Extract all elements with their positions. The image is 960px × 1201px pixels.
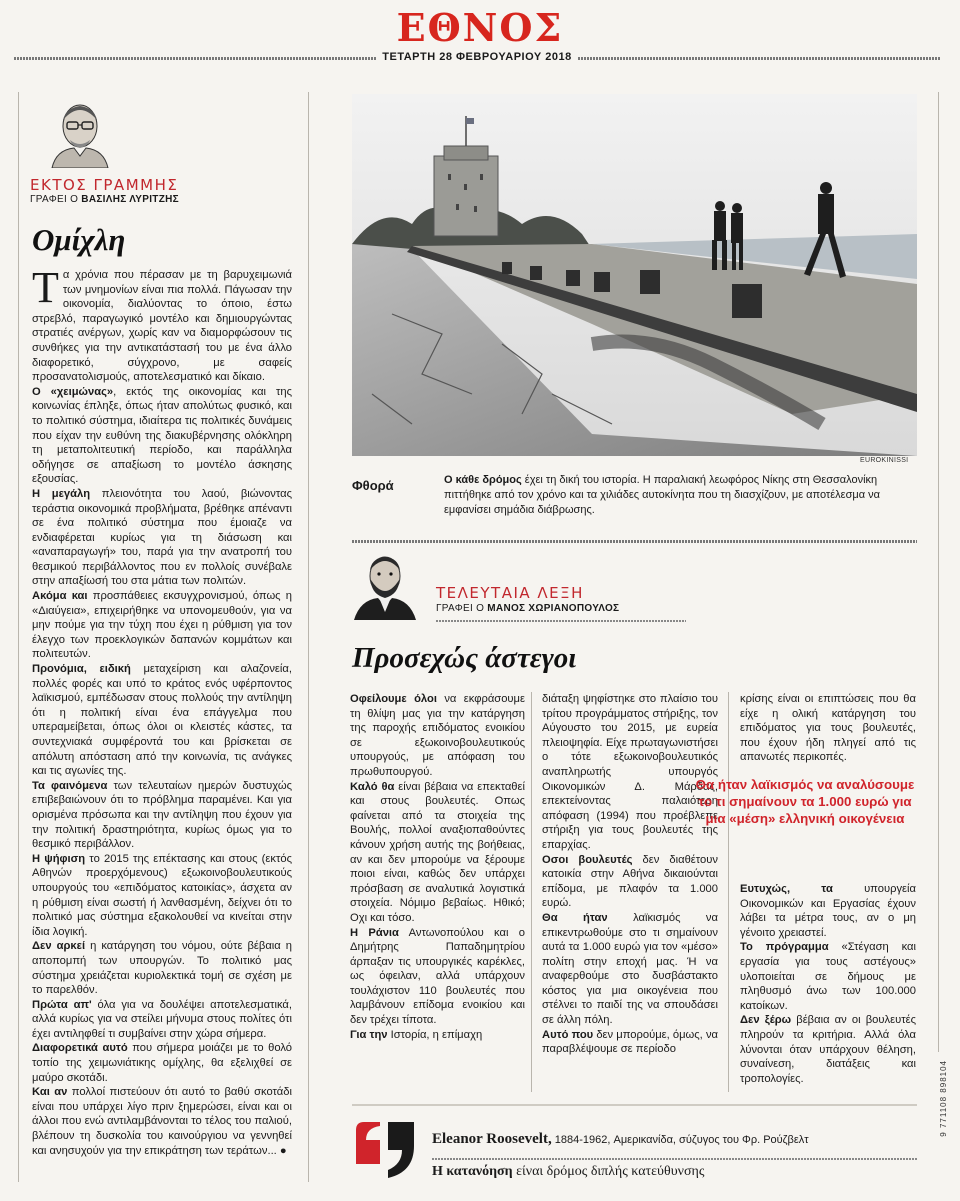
paragraph-lead: Η μεγάλη bbox=[32, 487, 91, 500]
paragraph-text: πλειονότητα του λαού, βιώνοντας τεράστια οικονομικά προβλήματα, βρέθηκε απέναντι σε ένα πολιτικό σύστημα που έμοιαζε να ενδιαφέρεται κυρίως για τη διάσωση και «αναπαραγωγή» του, παρά για την ανατροπή του θεσμικού περιβάλλοντος που εν πολλοίς συνέβαλε στην απαξίωσή του στα μάτια των πολιτών. bbox=[32, 487, 292, 588]
paragraph bbox=[350, 926, 525, 1028]
paragraph-text: διάταξη ψηφίστηκε στο πλαίσιο του τρίτου προγράμματος στήριξης, τον Αύγουστο του 2015, με ευρεία πλειοψηφία. Είχε πρωταγωνιστήσει ο τότε εξωκοινοβουλευτικός αναπληρωτής υπουργός Οικονομικών Δ. Μάρδας, επεκτείνοντας παλαιότερη απόφαση (1994) που προέβλεπε στήριξη για τους βουλευτές της επαρχίας. bbox=[542, 693, 718, 851]
paragraph bbox=[542, 1028, 718, 1057]
author-photo-lyritzis bbox=[44, 98, 116, 168]
paragraph bbox=[32, 998, 292, 1042]
paragraph bbox=[350, 1028, 525, 1043]
quote-author-name: Eleanor Roosevelt, bbox=[432, 1131, 552, 1147]
paragraph-lead: Πρώτα απ' bbox=[32, 998, 92, 1011]
paragraph-lead: Δεν ξέρω bbox=[740, 1014, 792, 1027]
paragraph bbox=[32, 487, 292, 589]
paragraph-lead: Καλό θα bbox=[350, 780, 395, 793]
paragraph bbox=[350, 780, 525, 926]
quote-author-info: 1884-1962, Αμερικανίδα, σύζυγος του Φρ. Ρούζβελτ bbox=[551, 1134, 809, 1146]
paragraph bbox=[350, 692, 525, 780]
caption-label: Φθορά bbox=[352, 478, 394, 493]
drop-cap: Τ bbox=[32, 268, 59, 312]
quote-text bbox=[432, 1164, 704, 1180]
paragraph-text: όλα για να δουλέψει αποτελεσματικά, αλλά κυρίως για να στείλει μήνυμα στους πολίτες ότι έχει αντιληφθεί τι συμβαίνει στην χώρα σήμερα. bbox=[32, 998, 292, 1040]
paragraph-lead: Αυτό που bbox=[542, 1028, 594, 1041]
paragraph bbox=[740, 692, 916, 765]
quote-icon bbox=[352, 1120, 418, 1180]
date-bar bbox=[14, 52, 940, 64]
paragraph bbox=[32, 779, 292, 852]
masthead-title: ΕΘΝΟΣ bbox=[396, 5, 564, 50]
paragraph bbox=[32, 1041, 292, 1085]
section-title-teleftaia-lexi: ΤΕΛΕΥΤΑΙΑ ΛΕΞΗ bbox=[436, 584, 584, 602]
author-photo-chorianopoulos bbox=[352, 550, 418, 620]
paragraph bbox=[32, 662, 292, 779]
paragraph-lead: Θα ήταν bbox=[542, 911, 608, 924]
left-article-body bbox=[32, 268, 292, 1188]
byline-underline bbox=[436, 620, 686, 622]
paragraph-lead: Ο «χειμώνας» bbox=[32, 385, 114, 398]
paragraph-text: το 2015 της επέκτασης και στους (εκτός Αθηνών προερχόμενους) εξωκοινοβουλευτικούς υπουργούς του «επιδόματος κατοικίας», άσχετα αν η ρύθμιση είναι σωστή ή λανθασμένη, δείχνει ότι το πολιτικό μας σύστημα εξακολουθεί να κινείται στην ίδια λογική. bbox=[32, 852, 292, 938]
quote-lead: Η κατανόηση bbox=[432, 1164, 513, 1179]
paragraph-text: να εκφράσουμε τη θλίψη μας για την κατάργηση της παροχής επιδόματος ενοικίου σε εξωκοινοβουλευτικούς υπουργούς, με απόφαση του πρωθυπουργού. bbox=[350, 693, 525, 778]
column-divider bbox=[308, 92, 309, 1182]
quote-body: είναι δρόμος διπλής κατεύθυνσης bbox=[512, 1164, 705, 1179]
paragraph-text: κρίσης είναι οι επιπτώσεις που θα είχε η ολική κατάργηση του επιδόματος για τους βουλευτές, που έχουν ήδη πληγεί από τις απανωτές περικοπές. bbox=[740, 693, 916, 764]
paragraph-lead: Και αν bbox=[32, 1086, 68, 1099]
paragraph bbox=[32, 589, 292, 662]
issue-date: ΤΕΤΑΡΤΗ 28 ΦΕΒΡΟΥΑΡΙΟΥ 2018 bbox=[382, 51, 572, 63]
paragraph-text: πολλοί πιστεύουν ότι αυτό το βαθύ σκοτάδι είναι που υπάρχει λίγο πριν ξημερώσει, είναι και οι άλλοι που ενώ αντιλαμβάνονται το τέλος του παλιού, βλέπουν τη δυσκολία του καινούργιου να γεννηθεί και ανησυχούν για την επικράτηση των τεράτων... ● bbox=[32, 1086, 292, 1157]
column-rule-a bbox=[531, 692, 532, 1092]
photo-white-tower-promenade bbox=[352, 94, 917, 456]
paragraph bbox=[542, 853, 718, 911]
paragraph-text: Ιστορία, η επίμαχη bbox=[387, 1028, 483, 1041]
paragraph-text: «Στέγαση και εργασία για τους αστέγους» υλοποιείται σε δήμους με πληθυσμό άνω των 100.000 κατοίκων. bbox=[740, 941, 916, 1012]
photo-credit: EUROKINISSI bbox=[860, 457, 909, 464]
section-separator bbox=[352, 540, 917, 543]
caption-lead: Ο κάθε δρόμος bbox=[444, 474, 522, 486]
left-headline: Ομίχλη bbox=[32, 222, 126, 257]
right-headline: Προσεχώς άστεγοι bbox=[352, 642, 577, 674]
photo-caption bbox=[444, 473, 916, 518]
paragraph-text: υπουργεία Οικονομικών και Εργασίας έχουν λάβει τα μέτρα τους, αν ο μη γένοιτο χρειαστεί. bbox=[740, 883, 916, 939]
paragraph-text: η κατάργηση του νόμου, ούτε βέβαια η αποπομπή των υπουργών. Το πολιτικό μας σύστημα χρειάζεται κυριολεκτικά τομή σε σχέση με το παρελθόν. bbox=[32, 940, 292, 997]
paragraph-text: βέβαια αν οι βουλευτές πληρούν τα κριτήρια. Αλλά όλα λύνονται όταν υπάρχουν θέληση, συναίνεση, διατάξεις και τροπολογίες. bbox=[740, 1014, 916, 1085]
paragraph bbox=[32, 1085, 292, 1158]
left-margin-rule bbox=[18, 92, 19, 1182]
column-rule-b bbox=[728, 692, 729, 1092]
left-author-block bbox=[30, 90, 305, 210]
quote-separator bbox=[432, 1158, 918, 1160]
pull-quote: Θα ήταν λαϊκισμός να αναλύσουμε το τι σημαίνουν τα 1.000 ευρώ για μια «μέση» ελληνική οικογένεια bbox=[695, 777, 915, 826]
paragraph-lead: Τα φαινόμενα bbox=[32, 779, 108, 792]
right-article-col-c-bottom bbox=[740, 882, 916, 1097]
right-article-col-c-top bbox=[740, 692, 916, 774]
paragraph-text: δεν διαθέτουν κατοικία στην Αθήνα δικαιούνται επίδομα, με πλαφόν τα 1.000 ευρώ. bbox=[542, 853, 718, 910]
left-byline bbox=[30, 194, 179, 205]
paragraph bbox=[542, 692, 718, 853]
paragraph-lead: Ευτυχώς, τα bbox=[740, 883, 833, 895]
paragraph-lead: Οσοι βουλευτές bbox=[542, 853, 633, 866]
right-byline bbox=[436, 603, 619, 614]
paragraph-lead: Η Ράνια bbox=[350, 926, 399, 939]
paragraph bbox=[32, 852, 292, 940]
paragraph-lead: Οφείλουμε όλοι bbox=[350, 693, 437, 705]
right-article-col-b bbox=[542, 692, 718, 1097]
paragraph-lead: Για την bbox=[350, 1028, 388, 1041]
paragraph-text: λαϊκισμός να επικεντρωθούμε στο τι σημαίνουν αυτά τα 1.000 ευρώ για τον «μέσο» πολίτη στην εποχή μας. Ή να αναφερθούμε στο δυσβάστακτο κόστος για μια οικογένεια που στέλνει το παιδί της να σπουδάσει σε άλλη πόλη. bbox=[542, 911, 718, 1027]
quote-box-rule bbox=[352, 1104, 917, 1106]
paragraph bbox=[32, 268, 292, 385]
paragraph-text: Αντωνοπούλου και ο Δημήτρης Παπαδημητρίου άρπαξαν τις υπουργικές καρέκλες, ως όφειλαν, αλλά υπάρχουν τουλάχιστον 110 βουλευτές που λαμβάνουν επίδομα ενοικίου και δεν τρέχει τίποτα. bbox=[350, 926, 525, 1027]
byline-prefix: ΓΡΑΦΕΙ Ο bbox=[30, 194, 79, 205]
paragraph-text: , εκτός της οικονομίας και της κοινωνίας έπληξε, όπως ήταν απολύτως φυσικό, και το πολιτικό σύστημα, ιδιαίτερα τις πολιτικές δυνάμεις που είχαν την ευθύνη της διακυβέρνησης ολόκληρη τη μεταπολιτευτική περίοδο, και παράλληλα οδήγησε σε απαξίωση το μοντέλο άσκησης εξουσίας. bbox=[32, 385, 292, 486]
paragraph-text: α χρόνια που πέρασαν με τη βαρυχειμωνιά των μνημονίων είναι πια πολλά. Πάγωσαν την οικονομία, διαλύοντας το όποιο, έστω στρεβλό, παραγωγικό μοντέλο και δημιουργώντας στρατιές ανέργων, χωρίς καν να διαμορφώσουν τις συνθήκες για την αντικατάστασή του με ένα άλλο διαφορετικό, σύγχρονο, με σαφείς προσανατολισμούς, αποτελεσματικό και δίκαιο. bbox=[32, 269, 292, 384]
paragraph bbox=[32, 939, 292, 997]
paragraph bbox=[740, 882, 916, 940]
paragraph bbox=[542, 911, 718, 1028]
byline-prefix: ΓΡΑΦΕΙ Ο bbox=[436, 603, 485, 614]
byline-author: ΜΑΝΟΣ ΧΩΡΙΑΝΟΠΟΥΛΟΣ bbox=[487, 603, 620, 614]
right-article-col-a bbox=[350, 692, 525, 1097]
paragraph-lead: Διαφορετικά αυτό bbox=[32, 1042, 128, 1055]
paragraph bbox=[32, 385, 292, 487]
paragraph-lead: Δεν αρκεί bbox=[32, 940, 86, 953]
paragraph-text: δεν μπορούμε, όμως, να παραβλέψουμε σε περίοδο bbox=[542, 1028, 718, 1056]
paragraph-text: των τελευταίων ημερών δυστυχώς επιβεβαιώνουν ότι το πρόβλημα παραμένει. Και για ορισμένα πρόσωπα και την αντίληψη που έχουν για την πολιτική δραστηριότητα, κυρίως όμως για το θεσμικό περιβάλλον. bbox=[32, 779, 292, 851]
quote-author bbox=[432, 1131, 809, 1148]
right-margin-rule bbox=[938, 92, 939, 1052]
byline-author: ΒΑΣΙΛΗΣ ΛΥΡΙΤΖΗΣ bbox=[81, 194, 179, 205]
paragraph-text: προσπάθειες εκσυγχρονισμού, όπως η «Διαύγεια», επιχειρήθηκε να υπονομευθούν, για να μην πούμε για την τύχη που έχει η ρύθμιση για τον έλεγχο των προεκλογικών δαπανών κομμάτων και πολιτευτών. bbox=[32, 590, 292, 661]
paragraph bbox=[740, 940, 916, 1013]
paragraph-text: που σήμερα μοιάζει με το θολό τοπίο της χειμωνιάτικης ομίχλης, θα εξελιχθεί σε μαύρο σκοτάδι. bbox=[32, 1042, 292, 1084]
paragraph-lead: Το πρόγραμμα bbox=[740, 941, 829, 954]
paragraph-lead: Προνόμια, ειδική bbox=[32, 663, 131, 676]
paragraph-lead: Ακόμα και bbox=[32, 590, 88, 603]
section-title-ektos-grammis: ΕΚΤΟΣ ΓΡΑΜΜΗΣ bbox=[30, 176, 179, 194]
paragraph bbox=[740, 1013, 916, 1086]
caption-body: έχει τη δική του ιστορία. Η παραλιακή λεωφόρος Νίκης στη Θεσσαλονίκη πιττήθηκε από τον χρόνο και τα χιλιάδες αυτοκίνητα που τη διασχίζουν, με αποτέλεσμα να εμφανίσει σημάδια διάβρωσης. bbox=[444, 474, 880, 516]
paragraph-text: είναι βέβαια να επεκταθεί και στους βουλευτές. Οπως φαίνεται από τα στοιχεία της Βουλής, πολλοί αναξιοπαθούντες κάνουν χρήση αυτής της βοήθειας, αν και δεν μπορούμε να ξέρουμε ποιοι είναι, καθώς δεν υπάρχει πρόσβαση σε αναλυτικά λογιστικά στοιχεία. Νόμιμο βεβαίως. Ηθικό; Οχι και τόσο. bbox=[350, 780, 525, 924]
paragraph-text: μεταχείριση και αλαζονεία, πολλές φορές και υπό το κράτος ενός υφέρποντος λαϊκισμού, εμπέδωσαν στους πολλούς την αντίληψη ότι η πολιτική είναι ένα επάγγελμα που υπεραμείβεται, όπως όλοι οι κλειστές κάστες, τα συντεχνιακά συμφέροντά του και βρίσκεται σε απόλυτη απόσταση από την κοινωνία, τις ανάγκες και τις αγωνίες της. bbox=[32, 663, 292, 778]
paragraph-lead: Η ψήφιση bbox=[32, 852, 86, 865]
barcode-number: 9 771108 898104 bbox=[939, 1060, 948, 1137]
